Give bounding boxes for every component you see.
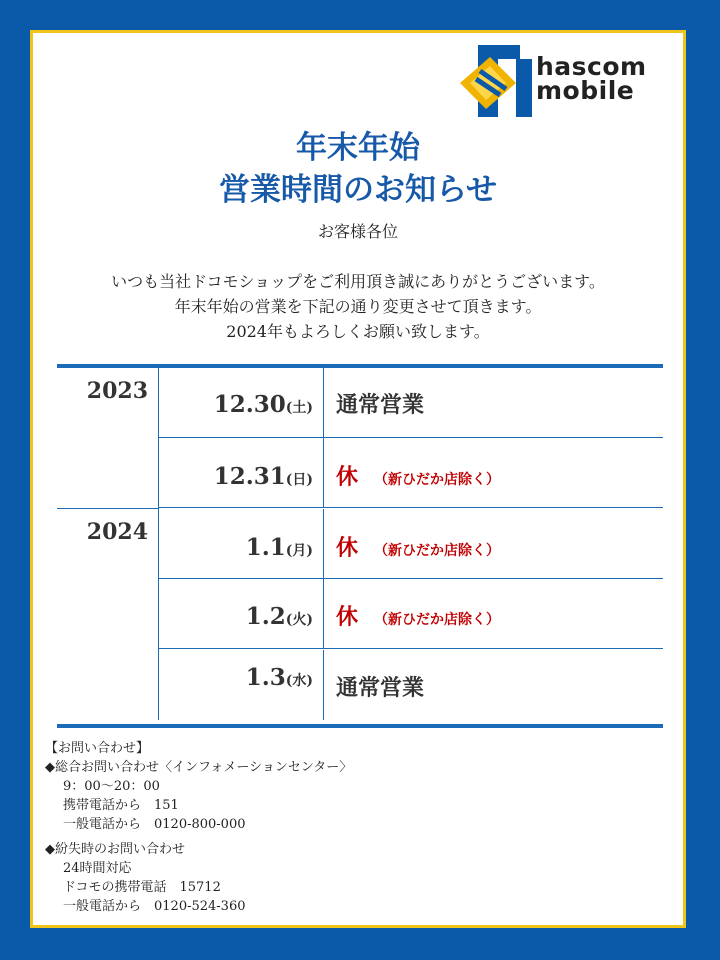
status-cell [324, 579, 500, 648]
date-cell [159, 650, 324, 720]
weekday: (火) [285, 612, 313, 628]
weekday: (水) [285, 673, 313, 689]
logo-mark-icon [456, 43, 536, 119]
date: 12.31 [213, 463, 286, 490]
logo-line-2: mobile [536, 76, 635, 105]
message-line: 年末年始の営業を下記の通り変更させて頂きます。 [174, 297, 542, 316]
status-note: （新ひだか店除く） [374, 543, 501, 559]
date: 1.1 [245, 534, 286, 561]
schedule-row [159, 438, 663, 508]
date-cell [159, 579, 324, 648]
lost-contact-title: ◆紛失時のお問い合わせ [45, 842, 185, 857]
lost-landline: 一般電話から 0120-524-360 [63, 899, 246, 914]
title-line-1: 年末年始 [296, 130, 420, 166]
schedule-row [159, 579, 663, 649]
message-line: 2024年もよろしくお願い致します。 [226, 322, 490, 341]
status-cell [324, 368, 424, 437]
status-cell [324, 650, 424, 720]
general-landline: 一般電話から 0120-800-000 [63, 817, 246, 832]
hascom-mobile-logo [456, 43, 661, 119]
status: 休 [336, 535, 359, 561]
weekday: (土) [285, 400, 313, 416]
message-line: いつも当社ドコモショップをご利用頂き誠にありがとうございます。 [111, 272, 605, 291]
date: 1.3 [245, 664, 286, 691]
schedule-row [159, 650, 663, 720]
logo-text [536, 52, 647, 105]
date-cell [159, 438, 324, 507]
status-note: （新ひだか店除く） [374, 472, 501, 488]
status: 通常営業 [336, 675, 425, 701]
salutation: お客様各位 [317, 222, 398, 241]
contact-heading: 【お問い合わせ】 [45, 741, 150, 756]
status-cell [324, 509, 500, 578]
general-mobile: 携帯電話から 151 [63, 798, 179, 813]
date-cell [159, 368, 324, 437]
status-cell [324, 438, 500, 507]
status-note: （新ひだか店除く） [374, 612, 501, 628]
year-2024: 2024 [57, 509, 159, 720]
title-line-2: 営業時間のお知らせ [218, 172, 498, 208]
weekday: (月) [285, 543, 313, 559]
lost-hours: 24時間対応 [63, 861, 132, 876]
date: 1.2 [245, 603, 286, 630]
weekday: (日) [285, 472, 313, 488]
date: 12.30 [213, 391, 286, 418]
year-2023: 2023 [57, 368, 159, 509]
schedule-row [159, 509, 663, 579]
message [33, 269, 683, 344]
schedule-row [159, 368, 663, 438]
general-contact-title: ◆総合お問い合わせ〈インフォメーションセンター〉 [45, 760, 353, 775]
status: 通常営業 [336, 392, 425, 418]
logo-line-1: hascom [536, 52, 647, 81]
notice-frame [30, 30, 686, 928]
schedule-table [57, 364, 663, 728]
status: 休 [336, 604, 359, 630]
date-cell [159, 509, 324, 578]
contact-section [45, 739, 352, 916]
status: 休 [336, 464, 359, 490]
general-hours: 9：00～20：00 [63, 779, 160, 794]
lost-mobile: ドコモの携帯電話 15712 [63, 880, 221, 895]
